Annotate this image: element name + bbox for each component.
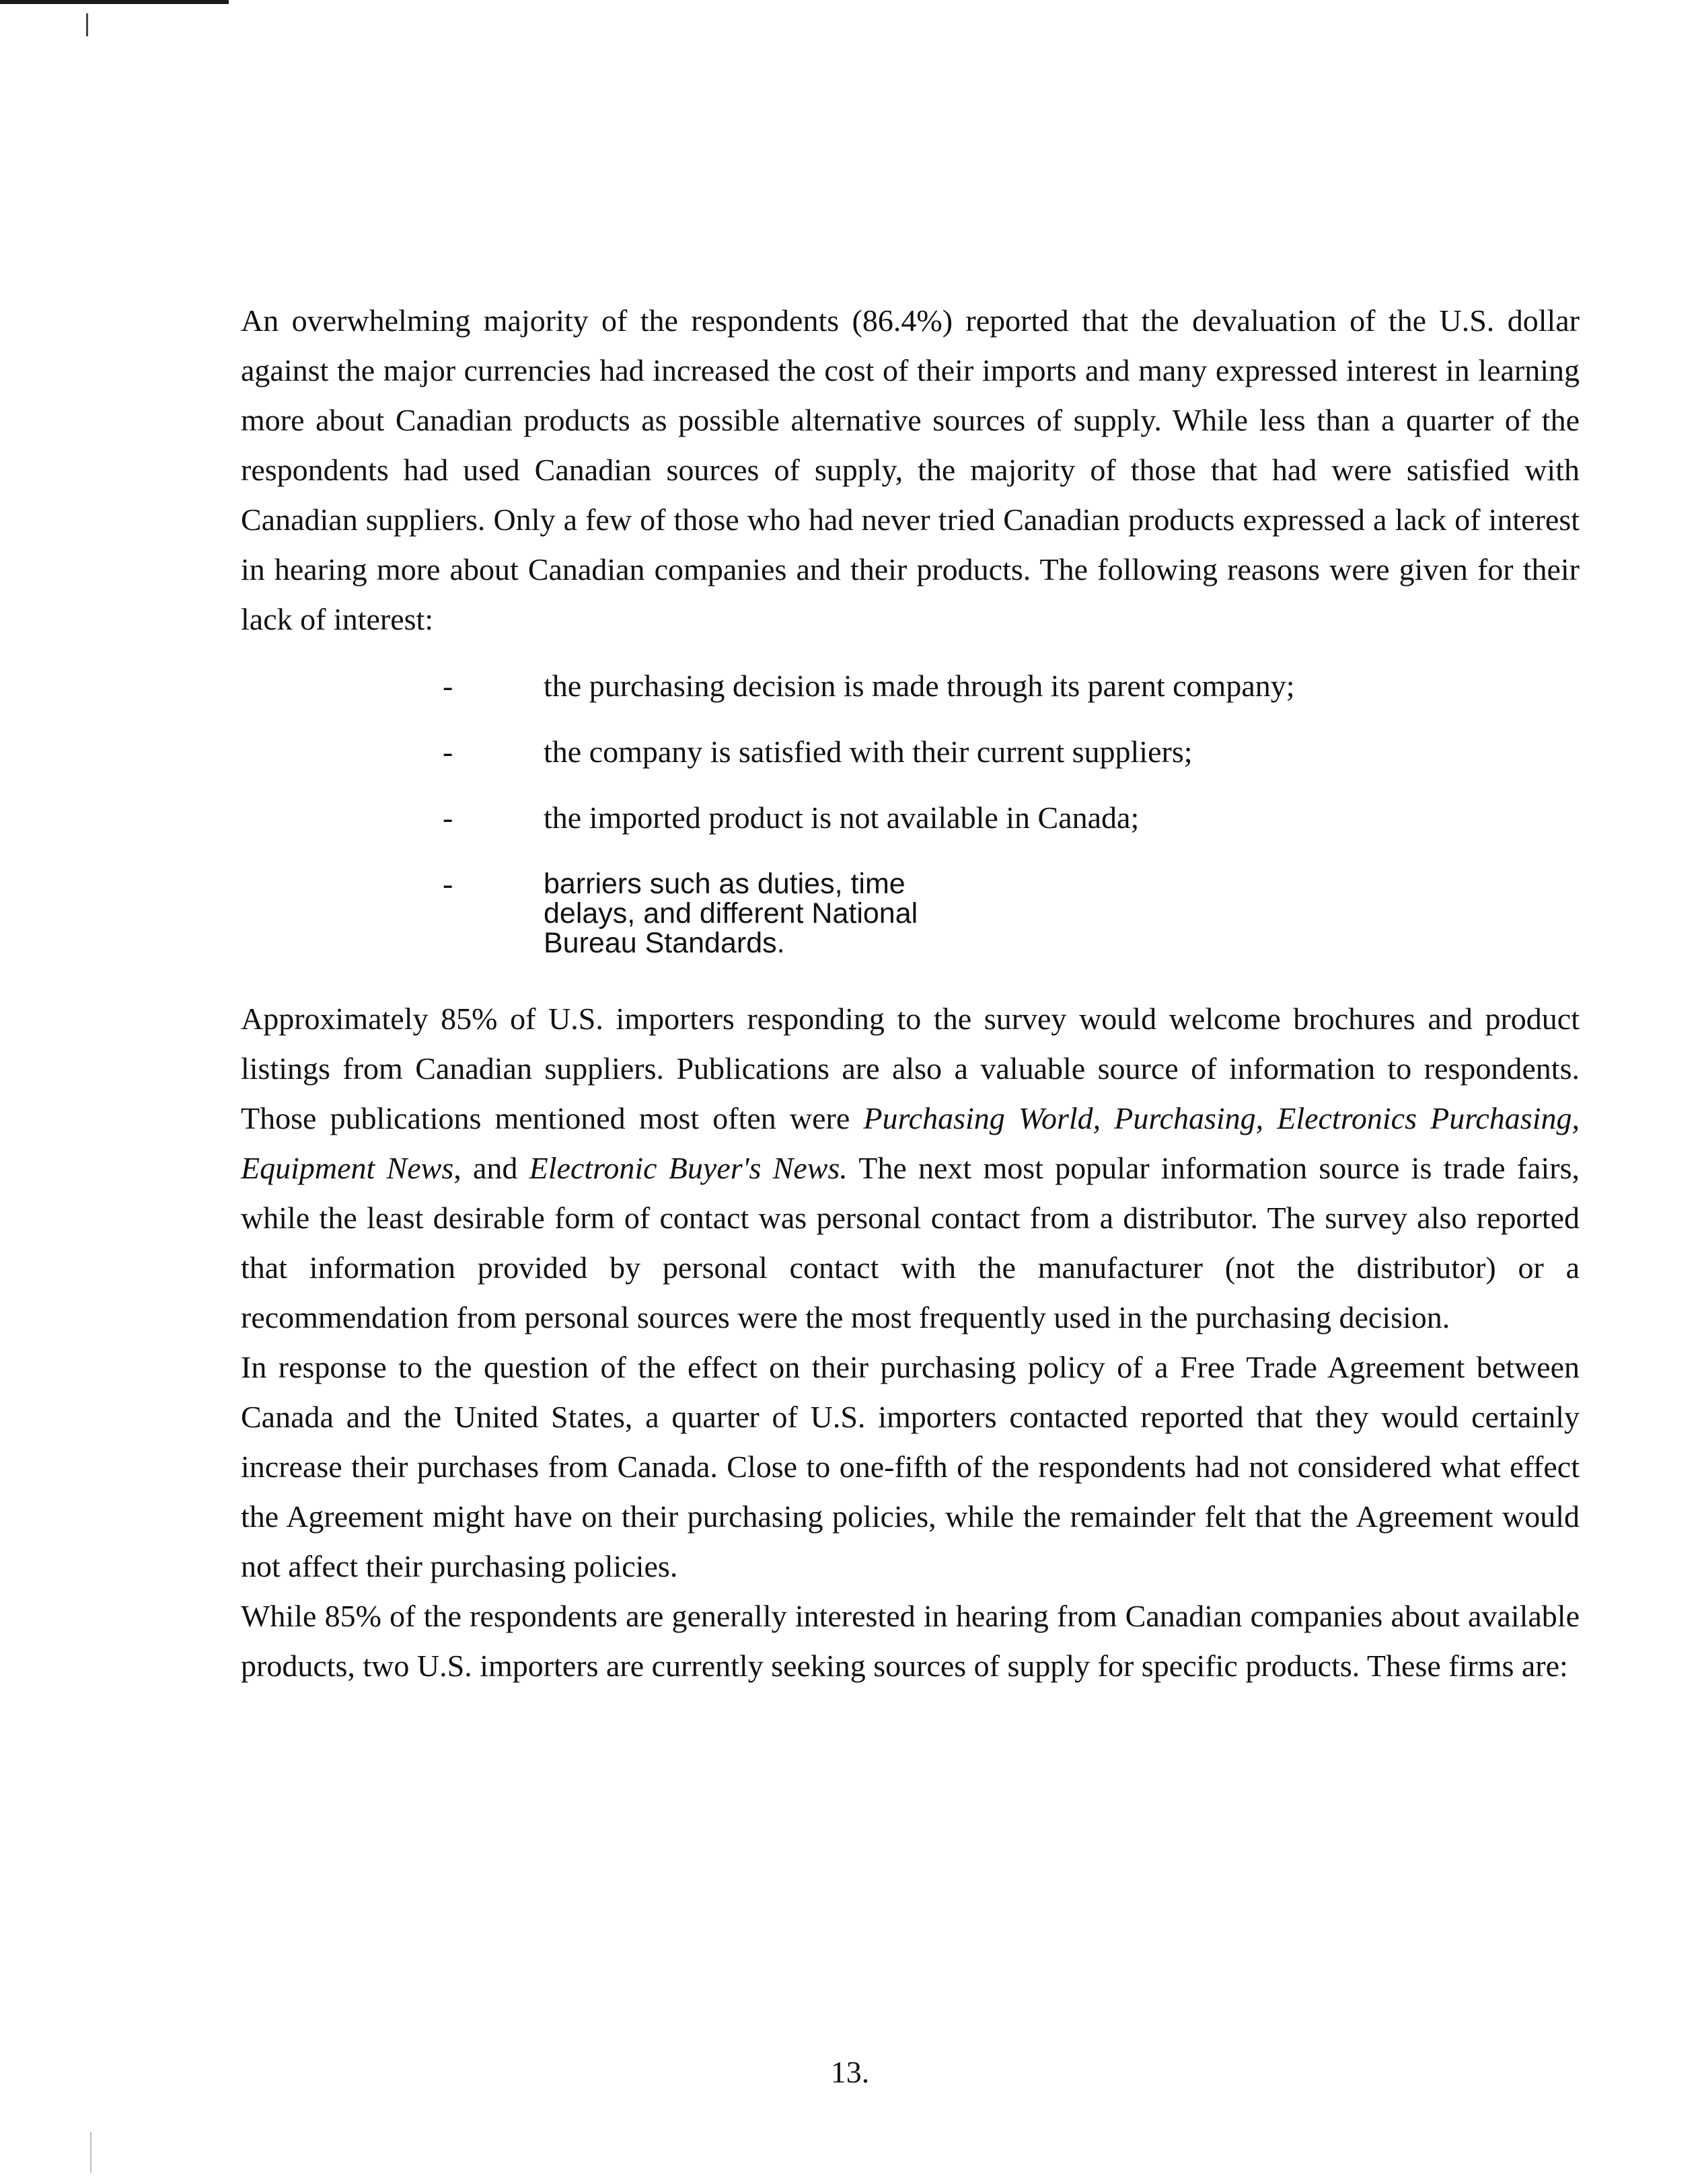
list-item — [241, 671, 1580, 701]
reasons-list — [241, 671, 1580, 958]
bullet-dash: - — [443, 866, 453, 901]
paragraph-devaluation: An overwhelming majority of the respondents (86.4%) reported that the devaluation of the U.S. dollar against the major currencies had increased the cost of their imports and many expressed interest in learning more about Canadian products as possible alternative sources of supply. While less than a quarter of the respondents had used Canadian sources of supply, the majority of those that had were satisfied with Canadian suppliers. Only a few of those who had never tried Canadian products expressed a lack of interest in hearing more about Canadian companies and their products. The following reasons were given for their lack of interest: — [241, 303, 1580, 636]
paragraph-text: Approximately 85% of U.S. importers responding to the survey would welcome brochures and product listings from Canadian suppliers. Publications are also a valuable source of information to respondents. Those publications mentioned most often were — [241, 1002, 1580, 1135]
list-item-text: the imported product is not available in Canada; — [544, 800, 1140, 835]
page-number: 13. — [830, 2055, 870, 2089]
paragraph-seeking-supply: While 85% of the respondents are generally interested in hearing from Canadian companies about available products, two U.S. importers are currently seeking sources of supply for specific products. These firms are: — [241, 1599, 1580, 1683]
bullet-dash: - — [443, 800, 453, 835]
document-body — [241, 296, 1580, 1691]
bullet-dash: - — [443, 735, 453, 769]
scan-tick-mark-bottom — [90, 2132, 91, 2173]
list-item — [241, 737, 1580, 767]
paragraph-free-trade: In response to the question of the effect on their purchasing policy of a Free Trade Agreement between Canada and the United States, a quarter of U.S. importers contacted reported that they would certainly increase their purchases from Canada. Close to one-fifth of the respondents had not considered what effect the Agreement might have on their purchasing policies, while the remainder felt that the Agreement would not affect their purchasing policies. — [241, 1350, 1580, 1583]
list-item-text: barriers such as duties, time delays, and different National Bureau Standards. — [544, 868, 918, 959]
list-item — [241, 800, 1580, 835]
scan-tick-mark — [86, 13, 88, 36]
scan-edge-mark — [0, 0, 229, 4]
paragraph-text: The next most popular information source is trade fairs, while the least desirable form of contact was personal contact from a distributor. The survey also reported that information provided by personal contact with the manufacturer (not the distributor) or a recommendation from personal sources were the most frequently used in the purchasing decision. — [241, 1151, 1580, 1334]
list-item-text: the purchasing decision is made through its parent company; — [544, 669, 1295, 703]
bullet-dash: - — [443, 669, 453, 703]
list-item — [241, 866, 947, 959]
paragraph-information-sources — [241, 994, 1580, 1343]
publication-titles: Purchasing World, Purchasing, Electronics Purchasing, Equipment News — [241, 1101, 1580, 1185]
paragraph-text: , and — [453, 1151, 529, 1185]
list-item-text: the company is satisfied with their current suppliers; — [544, 735, 1193, 769]
publication-title: Electronic Buyer's News. — [529, 1151, 848, 1185]
